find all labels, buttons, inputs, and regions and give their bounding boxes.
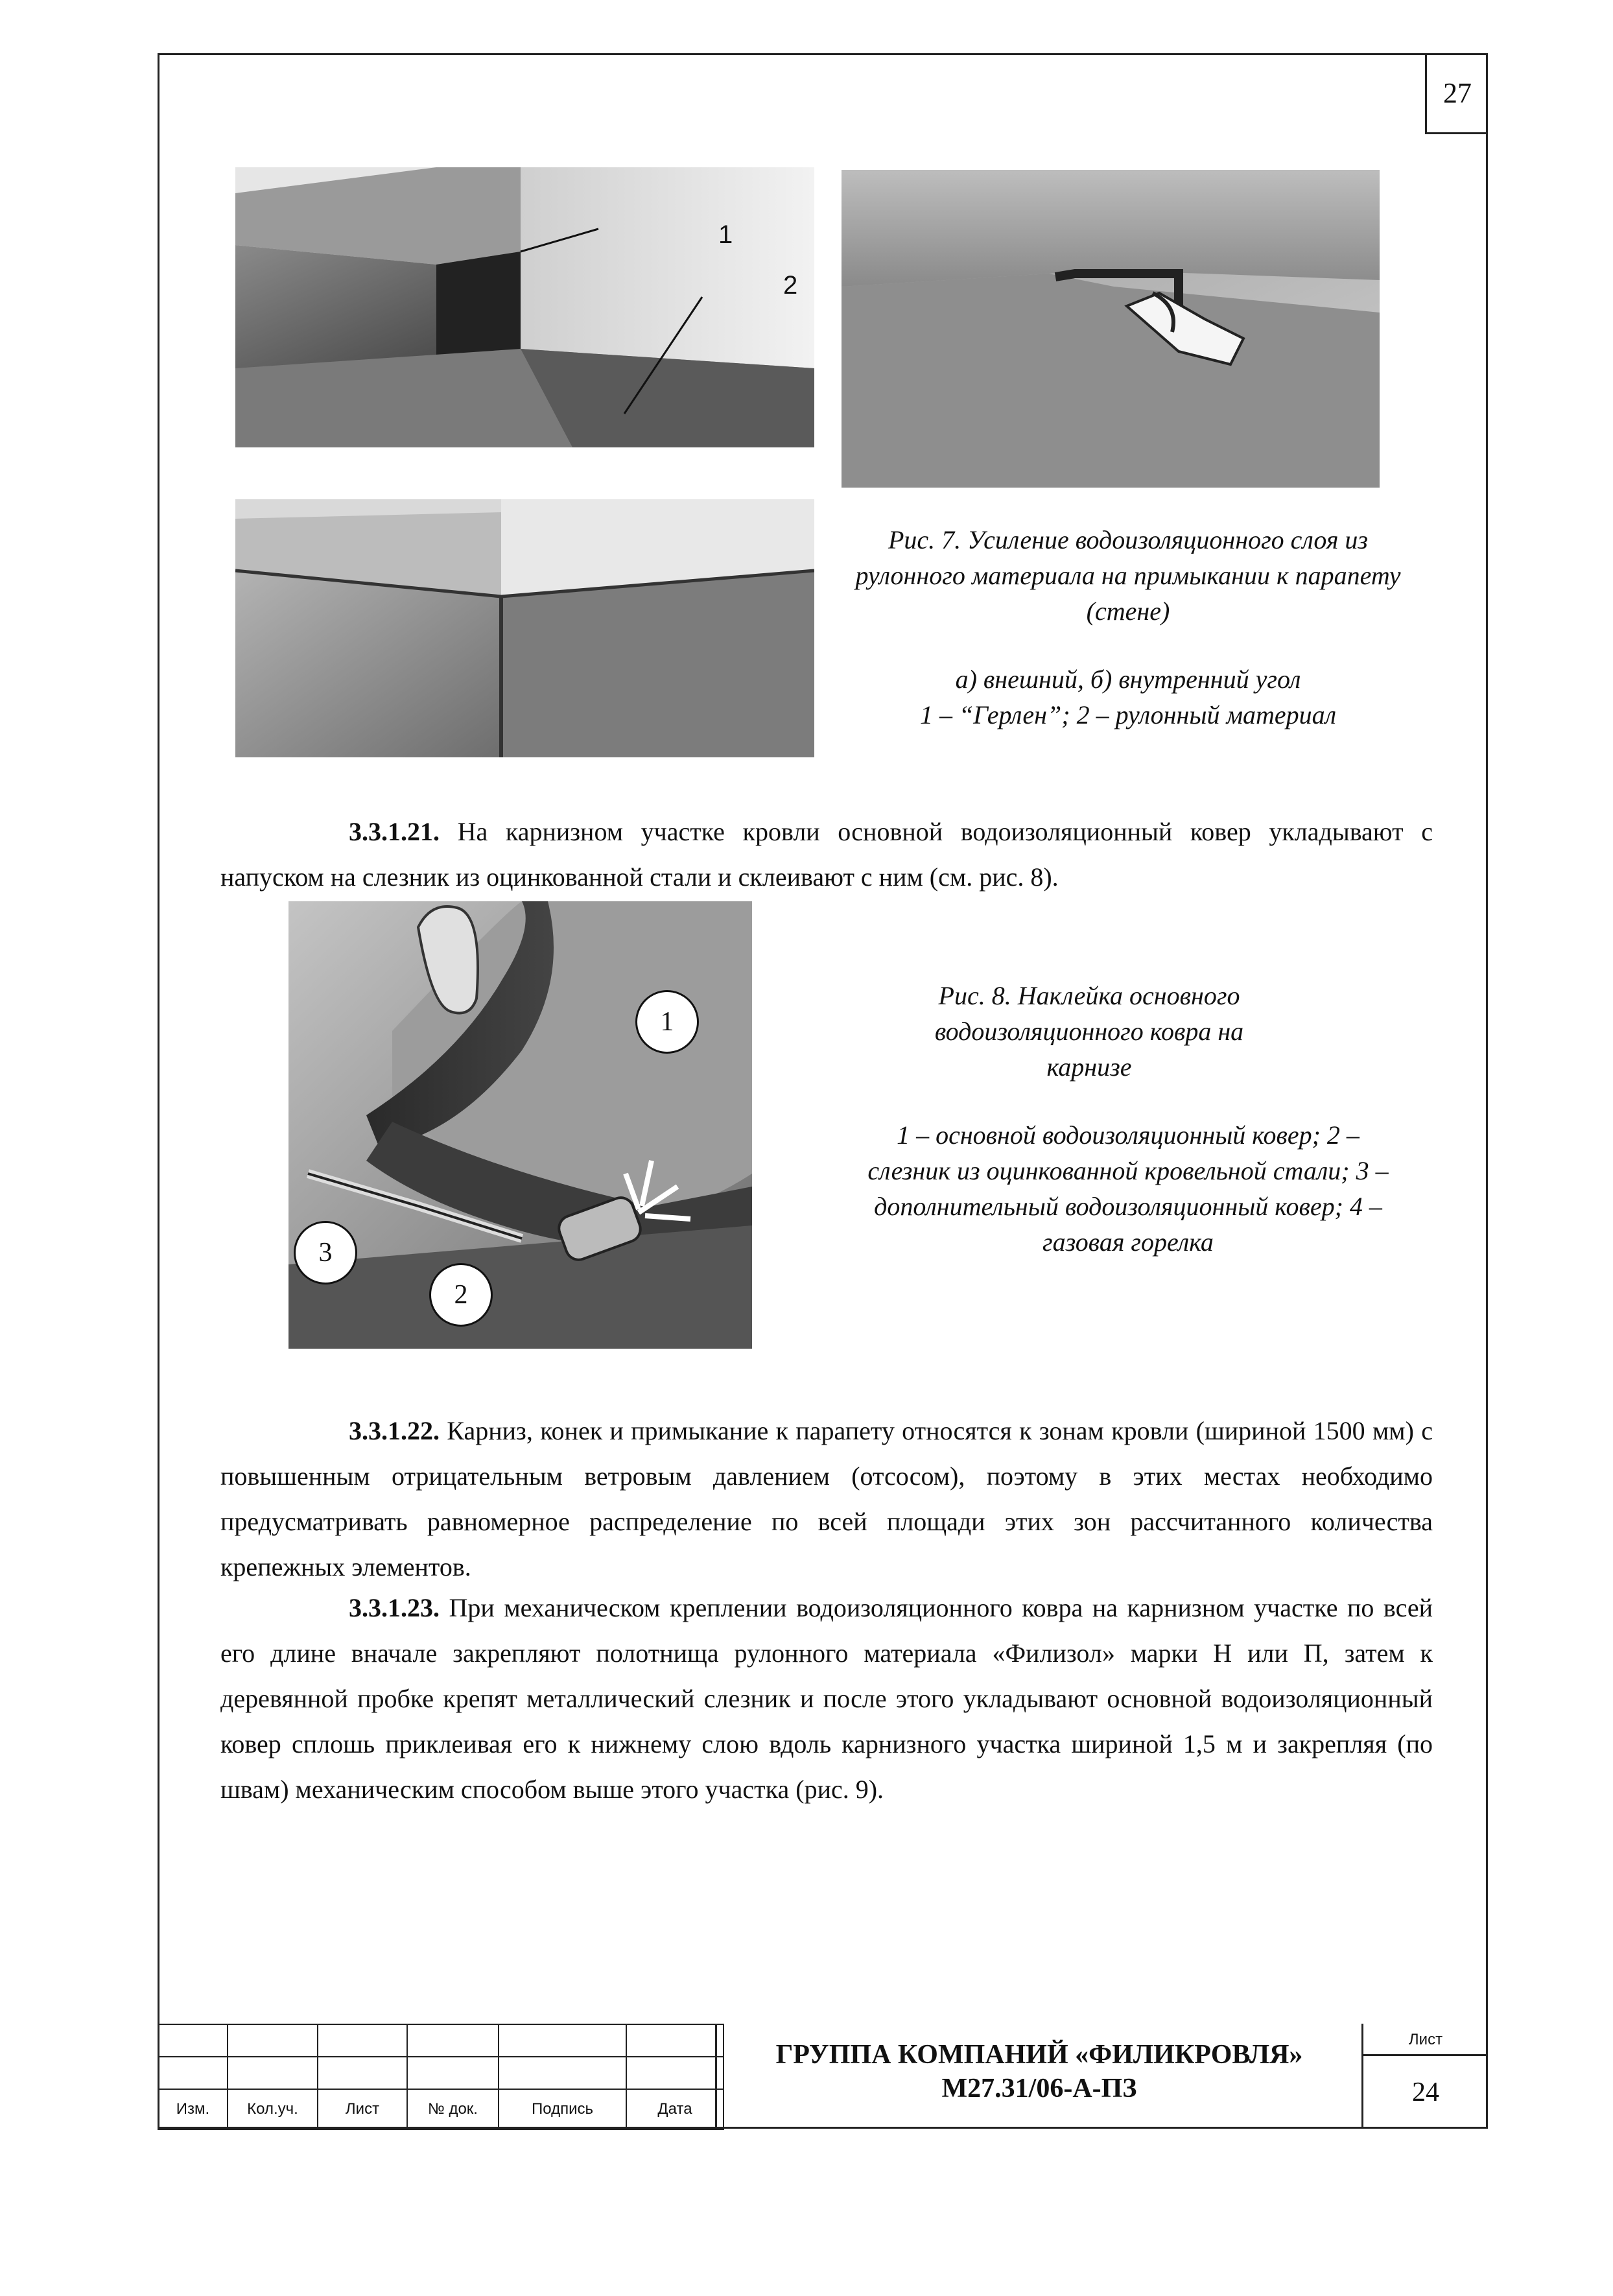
col-n-dok: № док.	[407, 2089, 499, 2129]
paragraph-text: Карниз, конек и примыкание к парапету относятся к зонам кровли (шириной 1500 мм) с повышенным отрицательным ветровым давлением (отсосом), поэтому в этих местах необходимо предусматривать равномерное распределение по всей площади этих зон рассчитанного количества крепежных элементов.	[220, 1416, 1433, 1581]
figure8-badge-1: 1	[635, 990, 699, 1054]
figure8-caption-legend: 1 – основной водоизоляционный ковер; 2 – слезник из оцинкованной кровельной стали; 3 – дополнительный водоизоляционный ковер; 4 – газовая горелка	[867, 1120, 1389, 1257]
figure8-badge-2: 2	[429, 1263, 493, 1327]
figure8-badge-3: 3	[294, 1221, 357, 1284]
figure7-photo-corner-c	[235, 499, 814, 757]
paragraph-3-3-1-21	[220, 809, 1433, 900]
top-page-number: 27	[1425, 53, 1488, 134]
sheet-label: Лист	[1363, 2024, 1488, 2056]
col-kol-uch: Кол.уч.	[228, 2089, 318, 2129]
paragraph-text: При механическом креплении водоизоляционного ковра на карнизном участке по всей его длине вначале закрепляют полотнища рулонного материала «Филизол» марки Н или П, затем к деревянной пробке крепят металлический слезник и после этого укладывают основной водоизоляционный ковер сплошь приклеивая его к нижнему слою вдоль карнизного участка шириной 1,5 м и закрепляя (по швам) механическим способом выше этого участка (рис. 9).	[220, 1593, 1433, 1804]
document-code: М27.31/06-А-ПЗ	[941, 2074, 1137, 2103]
company-name: ГРУППА КОМПАНИЙ «ФИЛИКРОВЛЯ»	[775, 2040, 1303, 2070]
figure7-caption-line2: 1 – “Герлен”; 2 – рулонный материал	[919, 700, 1337, 729]
col-data: Дата	[626, 2089, 724, 2129]
figure8-photo	[288, 901, 752, 1349]
paragraph-number: 3.3.1.21.	[349, 817, 440, 846]
paragraph-3-3-1-23	[220, 1585, 1433, 1812]
figure7-photo-inner-corner	[842, 170, 1380, 488]
paragraph-3-3-1-22	[220, 1408, 1433, 1590]
sheet-number: 24	[1412, 2077, 1439, 2107]
paragraph-number: 3.3.1.22.	[349, 1416, 440, 1445]
revision-table	[158, 2024, 724, 2130]
title-block	[158, 2024, 1488, 2129]
col-podpis: Подпись	[499, 2089, 626, 2129]
figure7-caption-title: Рис. 7. Усиление водоизоляционного слоя из рулонного материала на примыкании к парапету (стене)	[855, 525, 1401, 626]
col-list: Лист	[318, 2089, 407, 2129]
col-izm: Изм.	[158, 2089, 228, 2129]
figure7-photo-outer-corner	[235, 167, 814, 447]
title-block-main	[715, 2024, 1363, 2129]
figure7-label-1: 1	[718, 220, 733, 249]
paragraph-text: На карнизном участке кровли основной водоизоляционный ковер укладывают с напуском на слезник из оцинкованной стали и склеивают с ним (см. рис. 8).	[220, 817, 1433, 892]
figure8-caption-title: Рис. 8. Наклейка основного водоизоляционного ковра на карнизе	[934, 981, 1244, 1082]
paragraph-number: 3.3.1.23.	[349, 1593, 440, 1622]
figure7-caption-line1: а) внешний, б) внутренний угол	[955, 665, 1301, 694]
figure7-label-2: 2	[783, 271, 798, 300]
